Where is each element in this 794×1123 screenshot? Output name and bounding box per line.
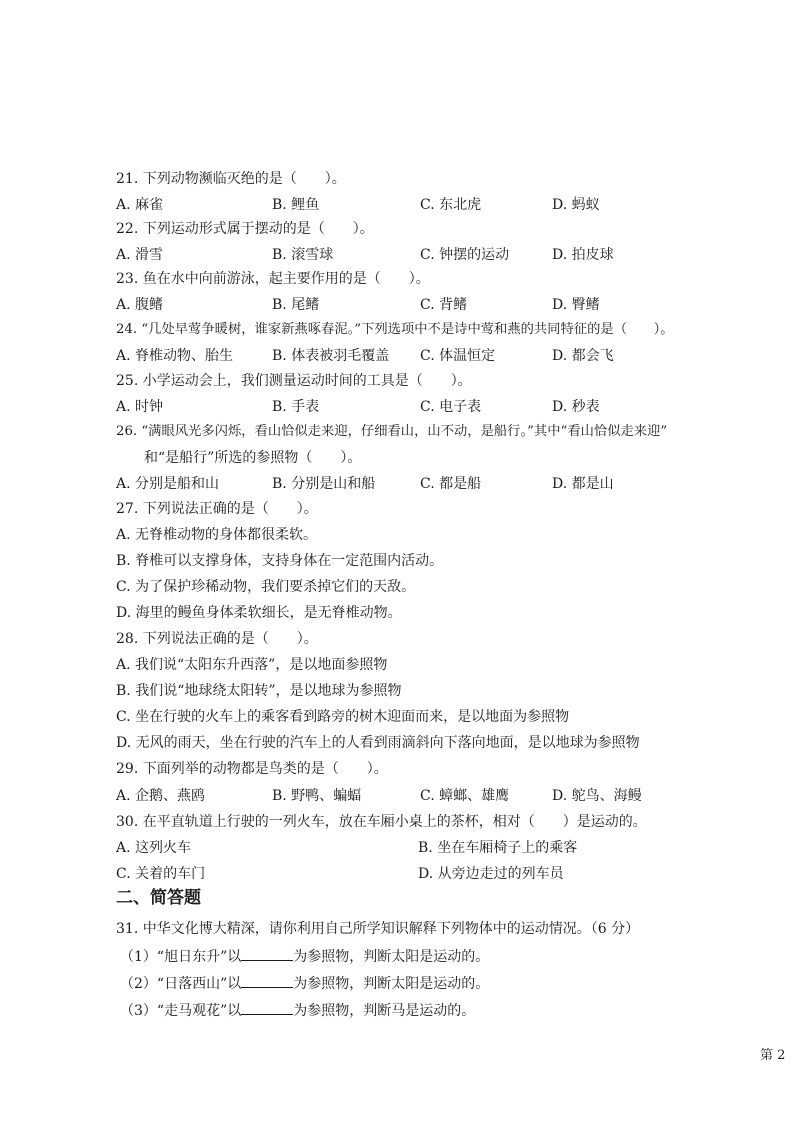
question-25: 25. 小学运动会上，我们测量运动时间的工具是（ ）。 bbox=[116, 373, 472, 389]
option-24-b: B. 体表被羽毛覆盖 bbox=[272, 348, 390, 364]
option-21-c: C. 东北虎 bbox=[420, 197, 482, 213]
option-23-a: A. 腹鳍 bbox=[116, 297, 164, 313]
option-23-d: D. 臀鳍 bbox=[552, 297, 600, 313]
question-23: 23. 鱼在水中向前游泳，起主要作用的是（ ）。 bbox=[116, 271, 430, 287]
option-21-d: D. 蚂蚁 bbox=[552, 197, 600, 213]
question-29: 29. 下面列举的动物都是鸟类的是（ ）。 bbox=[116, 761, 388, 777]
answer-blank-2[interactable] bbox=[241, 973, 293, 988]
option-22-b: B. 滚雪球 bbox=[272, 247, 334, 263]
option-30-d: D. 从旁边走过的列车员 bbox=[418, 866, 564, 882]
question-27: 27. 下列说法正确的是（ ）。 bbox=[116, 501, 318, 517]
option-26-c: C. 都是船 bbox=[420, 476, 482, 492]
option-24-c: C. 体温恒定 bbox=[420, 348, 496, 364]
question-26-cont: 和“是船行”所选的参照物（ ）。 bbox=[144, 450, 362, 466]
option-25-a: A. 时钟 bbox=[116, 399, 164, 415]
option-24-a: A. 脊椎动物、胎生 bbox=[116, 348, 234, 364]
sub-question-2 bbox=[120, 973, 489, 993]
answer-blank-3[interactable] bbox=[241, 1000, 293, 1015]
option-30-c: C. 关着的车门 bbox=[116, 866, 206, 882]
option-29-d: D. 鸵鸟、海鳗 bbox=[552, 788, 642, 804]
question-26: 26. “满眼风光多闪烁，看山恰似走来迎，仔细看山，山不动，是船行。”其中“看山恰似走来迎” bbox=[116, 424, 668, 439]
question-22: 22. 下列运动形式属于摆动的是（ ）。 bbox=[116, 221, 374, 237]
question-30: 30. 在平直轨道上行驶的一列火车，放在车厢小桌上的茶杯，相对（ ）是运动的。 bbox=[116, 814, 647, 830]
option-22-d: D. 拍皮球 bbox=[552, 247, 614, 263]
option-21-b: B. 鲤鱼 bbox=[272, 197, 320, 213]
sub-question-2-post: 为参照物，判断太阳是运动的。 bbox=[293, 976, 490, 992]
option-29-b: B. 野鸭、蝙蝠 bbox=[272, 788, 362, 804]
option-26-b: B. 分别是山和船 bbox=[272, 476, 376, 492]
option-26-a: A. 分别是船和山 bbox=[116, 476, 220, 492]
option-28-a: A. 我们说“太阳东升西落”，是以地面参照物 bbox=[116, 657, 388, 673]
option-23-b: B. 尾鳍 bbox=[272, 297, 320, 313]
option-27-c: C. 为了保护珍稀动物，我们要杀掉它们的天敌。 bbox=[116, 579, 416, 595]
sub-question-1 bbox=[120, 946, 489, 966]
answer-blank-1[interactable] bbox=[241, 946, 293, 961]
sub-question-1-pre: （1）“旭日东升”以 bbox=[120, 949, 242, 965]
sub-question-2-pre: （2）“日落西山”以 bbox=[120, 976, 242, 992]
option-25-d: D. 秒表 bbox=[552, 399, 600, 415]
option-22-c: C. 钟摆的运动 bbox=[420, 247, 510, 263]
option-27-a: A. 无脊椎动物的身体都很柔软。 bbox=[116, 527, 318, 543]
option-29-a: A. 企鹅、燕鸥 bbox=[116, 788, 206, 804]
option-30-a: A. 这列火车 bbox=[116, 840, 192, 856]
option-27-d: D. 海里的鳗鱼身体柔软细长，是无脊椎动物。 bbox=[116, 605, 402, 621]
option-22-a: A. 滑雪 bbox=[116, 247, 164, 263]
sub-question-3-pre: （3）“走马观花”以 bbox=[120, 1003, 242, 1019]
option-29-c: C. 蟑螂、雄鹰 bbox=[420, 788, 510, 804]
section-title: 二、简答题 bbox=[116, 888, 201, 908]
question-31: 31. 中华文化博大精深，请你利用自己所学知识解释下列物体中的运动情况。（6 分） bbox=[116, 921, 640, 937]
option-30-b: B. 坐在车厢椅子上的乘客 bbox=[418, 840, 578, 856]
page-number: 第 2 bbox=[760, 1048, 786, 1063]
option-28-d: D. 无风的雨天，坐在行驶的汽车上的人看到雨滴斜向下落向地面，是以地球为参照物 bbox=[116, 735, 640, 751]
sub-question-1-post: 为参照物，判断太阳是运动的。 bbox=[293, 949, 490, 965]
sub-question-3 bbox=[120, 1000, 475, 1020]
option-25-c: C. 电子表 bbox=[420, 399, 482, 415]
option-27-b: B. 脊椎可以支撑身体，支持身体在一定范围内活动。 bbox=[116, 553, 444, 569]
question-21: 21. 下列动物濒临灭绝的是（ ）。 bbox=[116, 171, 346, 187]
option-23-c: C. 背鳍 bbox=[420, 297, 468, 313]
option-26-d: D. 都是山 bbox=[552, 476, 614, 492]
option-28-b: B. 我们说“地球绕太阳转”，是以地球为参照物 bbox=[116, 683, 402, 699]
option-21-a: A. 麻雀 bbox=[116, 197, 164, 213]
sub-question-3-post: 为参照物，判断马是运动的。 bbox=[293, 1003, 476, 1019]
option-25-b: B. 手表 bbox=[272, 399, 320, 415]
question-28: 28. 下列说法正确的是（ ）。 bbox=[116, 631, 318, 647]
question-24: 24. “几处早莺争暖树，谁家新燕啄春泥。”下列选项中不是诗中莺和燕的共同特征的是（ ）。 bbox=[116, 322, 674, 337]
option-24-d: D. 都会飞 bbox=[552, 348, 614, 364]
option-28-c: C. 坐在行驶的火车上的乘客看到路旁的树木迎面而来，是以地面为参照物 bbox=[116, 709, 570, 725]
